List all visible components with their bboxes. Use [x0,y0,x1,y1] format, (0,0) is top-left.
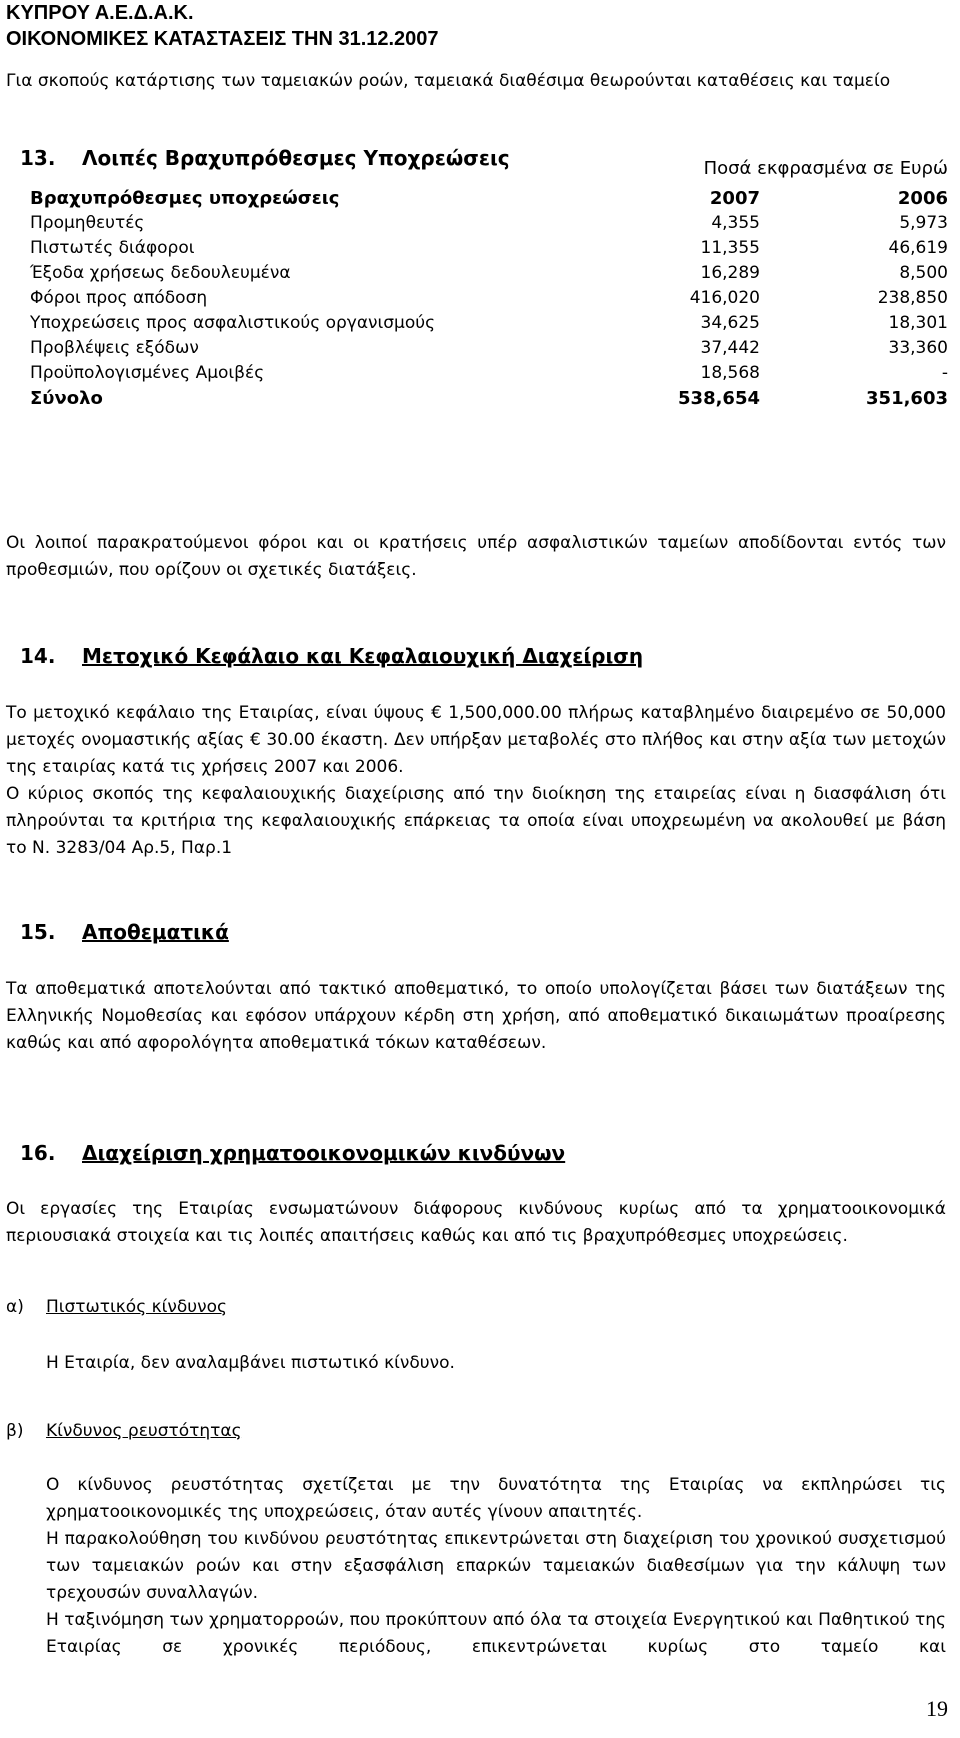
table-row [30,261,948,286]
table-row [30,311,948,336]
value-2006: 46,619 [888,238,948,258]
section-15-paragraph: Τα αποθεματικά αποτελούνται από τακτικό αποθεματικό, το οποίο υπολογίζεται βάσει των διατάξεων της Ελληνικής Νομοθεσίας και εφόσον υπάρχουν κέρδη στη χρήση, από αποθεματικό δικαιωμάτων προαίρεσης καθώς και από αφορολόγητα αποθεματικά τόκων καταθέσεων. [6,979,946,1053]
value-2006: 33,360 [888,338,948,358]
table-row [30,336,948,361]
company-name: ΚΥΠΡΟΥ Α.Ε.Δ.Α.Κ. [6,2,194,24]
header-cell: Βραχυπρόθεσμες υποχρεώσεις [30,188,340,209]
item-title: Πιστωτικός κίνδυνος [46,1297,227,1317]
value-2007: 18,568 [700,363,760,383]
page-number: 19 [926,1696,948,1721]
value-2007: 34,625 [700,313,760,333]
section-title: Λοιπές Βραχυπρόθεσμες Υποχρεώσεις [82,146,510,170]
value-2007: 37,442 [700,338,760,358]
section-number: 14. [20,644,56,668]
table-row [30,286,948,311]
row-label: Φόροι προς απόδοση [30,288,208,308]
table-row [30,236,948,261]
section-number: 13. [20,146,56,170]
row-label: Προβλέψεις εξόδων [30,338,199,358]
section-14-paragraph-1: Το μετοχικό κεφάλαιο της Εταιρίας, είναι ύψους € 1,500,000.00 πλήρως καταβλημένο διαιρεμένο σε 50,000 μετοχές ονομαστικής αξίας € 30.00 έκαστη. Δεν υπήρξαν μεταβολές στο πλήθος και στην αξία των μετοχών της εταιρίας κατά τις χρήσεις 2007 και 2006. [6,703,946,777]
row-label: Έξοδα χρήσεως δεδουλευμένα [30,263,291,283]
item-b-heading [6,1418,606,1445]
section-16-heading [20,1141,820,1171]
value-2007: 11,355 [700,238,760,258]
value-2006: - [941,363,948,383]
section-14-heading [20,644,920,674]
header-cell: 2007 [709,188,760,209]
item-a-heading [6,1294,606,1321]
section-16-paragraph: Οι εργασίες της Εταιρίας ενσωματώνουν διάφορους κινδύνους κυρίως από τα χρηματοοικονομικά περιουσιακά στοιχεία και τις λοιπές απαιτήσεις καθώς και από τις βραχυπρόθεσμες υποχρεώσεις. [6,1199,946,1246]
item-label: α) [6,1297,24,1317]
item-title: Κίνδυνος ρευστότητας [46,1421,242,1441]
table-total-row [30,386,948,411]
intro-paragraph: Για σκοπούς κατάρτισης των ταμειακών ροών, ταμειακά διαθέσιμα θεωρούνται καταθέσεις και ταμείο [6,71,891,91]
document-title: ΟΙΚΟΝΟΜΙΚΕΣ ΚΑΤΑΣΤΑΣΕΙΣ ΤΗΝ 31.12.2007 [6,28,439,50]
item-a-text: Η Εταιρία, δεν αναλαμβάνει πιστωτικό κίνδυνο. [46,1353,455,1373]
table-row [30,211,948,236]
section-title: Μετοχικό Κεφάλαιο και Κεφαλαιουχική Διαχείριση [82,644,644,668]
total-2006: 351,603 [866,388,948,409]
total-2007: 538,654 [678,388,760,409]
value-2007: 416,020 [689,288,760,308]
row-label: Προϋπολογισμένες Αμοιβές [30,363,265,383]
section-15-heading [20,920,720,950]
liabilities-table [30,186,948,411]
page-header [6,0,439,52]
row-label: Υποχρεώσεις προς ασφαλιστικούς οργανισμούς [30,313,436,333]
value-2006: 238,850 [877,288,948,308]
table-row [30,361,948,386]
section-number: 16. [20,1141,56,1165]
item-b-paragraph-1: Ο κίνδυνος ρευστότητας σχετίζεται με την δυνατότητα της Εταιρίας να εκπληρώσει τις χρηματοοικονομικές της υποχρεώσεις, όταν αυτές γίνουν απαιτητές. [46,1475,946,1522]
value-2006: 18,301 [888,313,948,333]
section-14-paragraph-2: Ο κύριος σκοπός της κεφαλαιουχικής διαχείρισης από την διοίκηση της εταιρείας είναι η διασφάλιση ότι πληρούνται τα κριτήρια της κεφαλαιουχικής επάρκειας τα οποία είναι υποχρεωμένη να ακολουθεί με βάση το Ν. 3283/04 Αρ.5, Παρ.1 [6,784,946,858]
value-2006: 5,973 [899,213,948,233]
value-2007: 4,355 [711,213,760,233]
total-label: Σύνολο [30,388,103,409]
currency-note: Ποσά εκφρασμένα σε Ευρώ [703,158,948,179]
row-label: Προμηθευτές [30,213,145,233]
row-label: Πιστωτές διάφοροι [30,238,195,258]
section-13-note: Οι λοιποί παρακρατούμενοι φόροι και οι κρατήσεις υπέρ ασφαλιστικών ταμείων αποδίδονται εντός των προθεσμιών, που ορίζουν οι σχετικές διατάξεις. [6,533,946,580]
table-header-row [30,186,948,211]
header-cell: 2006 [897,188,948,209]
item-b-paragraph-3: Η ταξινόμηση των χρηματορροών, που προκύπτουν από όλα τα στοιχεία Ενεργητικού και Παθητικού της Εταιρίας σε χρονικές περιόδους, επικεντρώνεται κυρίως στο ταμείο και [46,1610,946,1657]
section-title: Αποθεματικά [82,920,229,944]
item-b-paragraph-2: Η παρακολούθηση του κινδύνου ρευστότητας επικεντρώνεται στη διαχείριση του χρονικού συσχετισμού των ταμειακών ροών και στην εξασφάλιση επαρκών ταμειακών διαθεσίμων για την κάλυψη των τρεχουσών συναλλαγών. [46,1529,946,1603]
item-label: β) [6,1421,24,1441]
value-2007: 16,289 [700,263,760,283]
value-2006: 8,500 [899,263,948,283]
section-title: Διαχείριση χρηματοοικονομικών κινδύνων [82,1141,566,1165]
section-number: 15. [20,920,56,944]
